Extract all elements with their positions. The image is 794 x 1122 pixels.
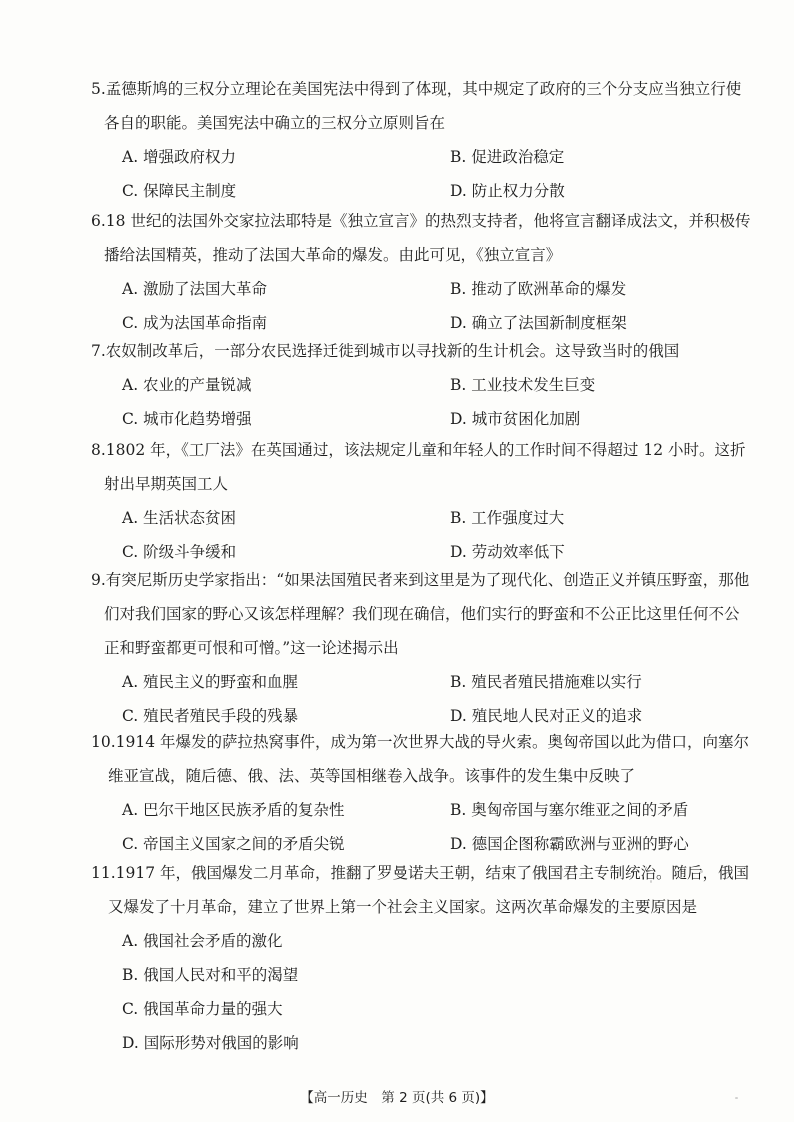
question-11 xyxy=(0,856,794,1060)
option-row xyxy=(0,1026,794,1060)
option-d: D. 劳动效率低下 xyxy=(450,543,565,561)
option-b: B. 殖民者殖民措施难以实行 xyxy=(450,673,642,691)
option-d: D. 德国企图称霸欧洲与亚洲的野心 xyxy=(450,835,689,853)
option-c: C. 俄国革命力量的强大 xyxy=(122,1000,283,1018)
option-d: D. 城市贫困化加剧 xyxy=(450,410,581,428)
option-a: A. 巴尔干地区民族矛盾的复杂性 xyxy=(122,801,345,819)
option-d: D. 殖民地人民对正义的追求 xyxy=(450,707,643,725)
option-a: A. 增强政府权力 xyxy=(122,148,237,166)
question-stem: 9.有突尼斯历史学家指出：“如果法国殖民者来到这里是为了现代化、创造正义并镇压野蛮，那他们对我们国家的野心又该怎样理解？我们现在确信，他们实行的野蛮和不公正比这里任何不公正和野蛮都更可恨和可憎。”这一论述揭示出 xyxy=(91,571,750,657)
option-a: A. 生活状态贫困 xyxy=(122,509,237,527)
option-a: A. 农业的产量锐减 xyxy=(122,376,252,394)
option-c: C. 阶级斗争缓和 xyxy=(122,543,237,561)
question-stem: 8.1802 年，《工厂法》在英国通过，该法规定儿童和年轻人的工作时间不得超过 12 小时。这折射出早期英国工人 xyxy=(91,441,746,493)
option-row xyxy=(0,402,794,436)
question-7 xyxy=(0,334,794,436)
option-row xyxy=(0,272,794,306)
option-row xyxy=(0,140,794,174)
option-b: B. 奥匈帝国与塞尔维亚之间的矛盾 xyxy=(450,801,689,819)
option-row xyxy=(0,793,794,827)
option-d: D. 国际形势对俄国的影响 xyxy=(122,1034,299,1052)
option-c: C. 帝国主义国家之间的矛盾尖锐 xyxy=(122,835,345,853)
scan-noise xyxy=(700,870,703,873)
option-row xyxy=(0,958,794,992)
option-a: A. 激励了法国大革命 xyxy=(122,280,268,298)
option-b: B. 促进政治稳定 xyxy=(450,148,565,166)
option-c: C. 殖民者殖民手段的残暴 xyxy=(122,707,299,725)
question-5 xyxy=(0,72,794,208)
option-d: D. 防止权力分散 xyxy=(450,182,565,200)
option-row xyxy=(0,501,794,535)
option-d: D. 确立了法国新制度框架 xyxy=(450,314,627,332)
option-c: C. 保障民主制度 xyxy=(122,182,237,200)
scan-noise xyxy=(560,868,563,871)
scan-noise xyxy=(690,904,692,906)
option-row xyxy=(0,174,794,208)
scan-noise xyxy=(540,900,542,902)
option-row xyxy=(0,665,794,699)
option-b: B. 工作强度过大 xyxy=(450,509,565,527)
question-stem: 5.孟德斯鸠的三权分立理论在美国宪法中得到了体现，其中规定了政府的三个分支应当独立行使各自的职能。美国宪法中确立的三权分立原则旨在 xyxy=(91,80,742,132)
option-row xyxy=(0,924,794,958)
scan-noise xyxy=(610,866,613,868)
option-a: A. 俄国社会矛盾的激化 xyxy=(122,932,283,950)
scan-noise xyxy=(650,880,652,883)
question-stem: 10.1914 年爆发的萨拉热窝事件，成为第一次世界大战的导火索。奥匈帝国以此为借口，向塞尔维亚宣战，随后德、俄、法、英等国相继卷入战争。该事件的发生集中反映了 xyxy=(91,733,750,785)
option-c: C. 成为法国革命指南 xyxy=(122,314,268,332)
question-stem: 6.18 世纪的法国外交家拉法耶特是《独立宣言》的热烈支持者，他将宣言翻译成法文，并积极传播给法国精英，推动了法国大革命的爆发。由此可见，《独立宣言》 xyxy=(91,212,751,264)
question-10 xyxy=(0,725,794,861)
option-b: B. 工业技术发生巨变 xyxy=(450,376,596,394)
option-b: B. 推动了欧洲革命的爆发 xyxy=(450,280,627,298)
option-row xyxy=(0,992,794,1026)
question-9 xyxy=(0,563,794,733)
page-footer: 【高一历史 第 2 页(共 6 页)】 xyxy=(300,1090,494,1106)
scan-noise xyxy=(580,874,582,876)
option-b: B. 俄国人民对和平的渴望 xyxy=(122,966,299,984)
option-a: A. 殖民主义的野蛮和血腥 xyxy=(122,673,299,691)
question-stem: 11.1917 年，俄国爆发二月革命，推翻了罗曼诺夫王朝，结束了俄国君主专制统治。随后，俄国又爆发了十月革命，建立了世界上第一个社会主义国家。这两次革命爆发的主要原因是 xyxy=(91,864,750,916)
option-c: C. 城市化趋势增强 xyxy=(122,410,252,428)
question-stem: 7.农奴制改革后，一部分农民选择迁徙到城市以寻找新的生计机会。这导致当时的俄国 xyxy=(91,342,680,360)
question-8 xyxy=(0,433,794,569)
option-row xyxy=(0,368,794,402)
question-6 xyxy=(0,204,794,340)
